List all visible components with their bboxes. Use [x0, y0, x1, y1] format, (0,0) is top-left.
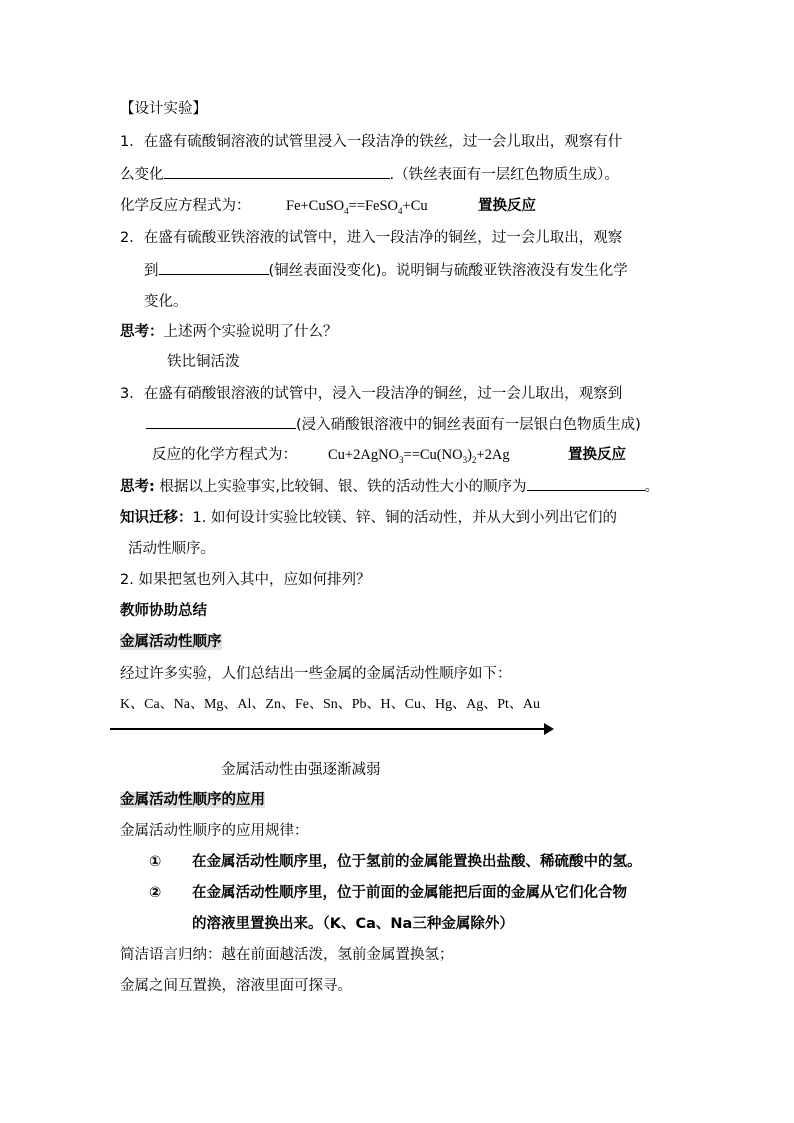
answer-blank [164, 164, 390, 179]
reaction-type: 置换反应 [478, 198, 536, 214]
activity-series: K、Ca、Na、Mg、Al、Zn、Fe、Sn、Pb、H、Cu、Hg、Ag、Pt、Au [120, 697, 541, 712]
mnemonic-line1: 简洁语言归纳：越在前面越活泼，氢前金属置换氢； [120, 947, 454, 963]
transfer-q2: 2. 如果把氢也列入其中，应如何排列？ [120, 572, 371, 588]
rule1-number: ① [149, 854, 162, 870]
exp3-line1: 3．在盛有硝酸银溶液的试管中，浸入一段洁净的铜丝，过一会儿取出，观察到 [120, 386, 623, 402]
summary-intro: 经过许多实验，人们总结出一些金属的金属活动性顺序如下： [120, 666, 512, 682]
design-heading: 【设计实验】 [120, 101, 207, 117]
rule2-text-line2: 的溶液里置换出来。（K、Ca、Na三种金属除外） [192, 916, 514, 932]
rule1-text: 在金属活动性顺序里，位于氢前的金属能置换出盐酸、稀硫酸中的氢。 [192, 854, 642, 870]
exp1-prefix: 么变化 [120, 167, 164, 183]
equation-label: 反应的化学方程式为： [152, 447, 297, 463]
think1-line [120, 322, 338, 342]
exp3-line2 [146, 414, 641, 435]
equation: Fe+CuSO$_4$==FeSO$_4$+Cu [286, 198, 428, 216]
arrow-line [110, 728, 550, 730]
exp2-line3: 变化。 [144, 294, 188, 310]
think-question: 上述两个实验说明了什么？ [163, 324, 338, 340]
transfer-label: 知识迁移： [120, 510, 193, 526]
think-label: 思考： [120, 324, 164, 340]
think2-line [120, 476, 659, 497]
think1-answer: 铁比铜活泼 [167, 354, 240, 370]
section-title-order: 金属活动性顺序 [120, 634, 222, 650]
reaction-type: 置换反应 [568, 447, 626, 463]
exp2-line1: 2．在盛有硫酸亚铁溶液的试管中，进入一段洁净的铜丝，过一会儿取出，观察 [120, 230, 623, 246]
transfer-line2: 活动性顺序。 [128, 541, 215, 557]
exp3-equation-line [152, 445, 626, 465]
section-title-application: 金属活动性顺序的应用 [120, 792, 265, 808]
exp2-answer: (铜丝表面没变化)。说明铜与硫酸亚铁溶液没有发生化学 [268, 263, 628, 279]
mnemonic-line2: 金属之间互置换，溶液里面可探寻。 [120, 978, 352, 994]
exp1-equation-line [120, 196, 536, 216]
arrow-right-icon [544, 723, 554, 735]
arrow-caption: 金属活动性由强逐渐减弱 [221, 762, 381, 778]
equation: $Cu+2AgNO_3==Cu(NO_3)_2+2Ag$ [328, 447, 510, 465]
rule2-text-line1: 在金属活动性顺序里，位于前面的金属能把后面的金属从它们化合物 [192, 885, 627, 901]
think-question: 根据以上实验事实,比较铜、银、铁的活动性大小的顺序为 [154, 479, 527, 495]
summary-heading: 教师协助总结 [120, 603, 207, 619]
answer-blank [146, 414, 296, 429]
answer-blank [159, 260, 269, 275]
exp1-line1: 1．在盛有硫酸铜溶液的试管里浸入一段洁净的铁丝，过一会儿取出，观察有什 [120, 134, 623, 150]
equation-label: 化学反应方程式为： [120, 198, 251, 214]
transfer-line1 [120, 508, 617, 528]
rule2-number: ② [149, 885, 162, 901]
think-label: 思考: [120, 479, 155, 495]
period: 。 [644, 479, 660, 495]
exp3-answer: (浸入硝酸银溶液中的铜丝表面有一层银白色物质生成) [296, 417, 641, 433]
rules-title: 金属活动性顺序的应用规律： [120, 823, 309, 839]
exp1-answer: .（铁丝表面有一层红色物质生成）。 [389, 167, 619, 183]
transfer-q1: 1. 如何设计实验比较镁、锌、铜的活动性，并从大到小列出它们的 [192, 510, 617, 526]
exp1-line2 [120, 164, 619, 185]
exp2-prefix: 到 [144, 263, 159, 279]
exp2-line2 [144, 260, 628, 281]
answer-blank [527, 476, 645, 491]
